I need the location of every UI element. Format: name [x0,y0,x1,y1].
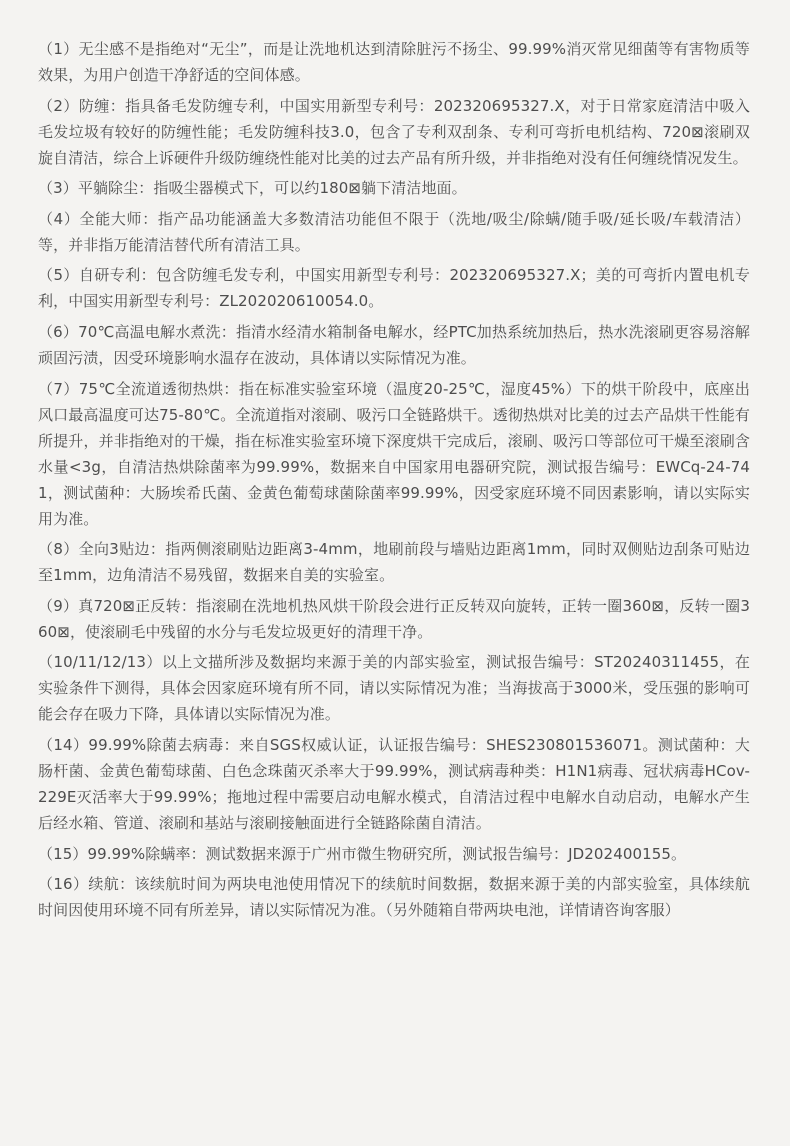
note-4: （4）全能大师：指产品功能涵盖大多数清洁功能但不限于（洗地/吸尘/除螨/随手吸/延长吸/车载清洁）等，并非指万能清洁替代所有清洁工具。 [38,209,750,254]
note-7: （7）75℃全流道透彻热烘：指在标准实验室环境（温度20-25℃，湿度45%）下的烘干阶段中，底座出风口最高温度可达75-80℃。全流道指对滚刷、吸污口全链路烘干。透彻热烘对比美的过去产品烘干性能有所提升，并非指绝对的干燥，指在标准实验室环境下深度烘干完成后，滚刷、吸污口等部位可干燥至滚刷含水量<3g，自清洁热烘除菌率为99.99%，数据来自中国家用电器研究院，测试报告编号：EWCq-24-741，测试菌种：大肠埃希氏菌、金黄色葡萄球菌除菌率99.99%，因受家庭环境不同因素影响，请以实际实用为准。 [38,379,750,528]
disclaimer-notes [38,36,750,923]
note-16: （16）续航：该续航时间为两块电池使用情况下的续航时间数据，数据来源于美的内部实验室，具体续航时间因使用环境不同有所差异，请以实际情况为准。（另外随箱自带两块电池，详情请咨询客服） [38,875,750,920]
note-15: （15）99.99%除螨率：测试数据来源于广州市微生物研究所，测试报告编号：JD202400155。 [38,844,687,863]
note-6: （6）70℃高温电解水煮洗：指清水经清水箱制备电解水，经PTC加热系统加热后，热水洗滚刷更容易溶解顽固污渍，因受环境影响水温存在波动，具体请以实际情况为准。 [38,322,750,367]
note-8: （8）全向3贴边：指两侧滚刷贴边距离3-4mm，地刷前段与墙贴边距离1mm，同时双侧贴边刮条可贴边至1mm，边角清洁不易残留，数据来自美的实验室。 [38,540,750,585]
note-3: （3）平躺除尘：指吸尘器模式下，可以约180⊠躺下清洁地面。 [38,179,467,198]
note-2: （2）防缠：指具备毛发防缠专利，中国实用新型专利号：202320695327.X，对于日常家庭清洁中吸入毛发垃圾有较好的防缠性能；毛发防缠科技3.0，包含了专利双刮条、专利可弯折电机结构、720⊠滚刷双旋自清洁，综合上诉硬件升级防缠绕性能对比美的过去产品有所升级，并非指绝对没有任何缠绕情况发生。 [38,96,750,167]
note-14: （14）99.99%除菌去病毒：来自SGS权威认证，认证报告编号：SHES230801536071。测试菌种：大肠杆菌、金黄色葡萄球菌、白色念珠菌灭杀率大于99.99%，测试病毒种类：H1N1病毒、冠状病毒HCov-229E灭活率大于99.99%；拖地过程中需要启动电解水模式，自清洁过程中电解水自动启动，电解水产生后经水箱、管道、滚刷和基站与滚刷接触面进行全链路除菌自清洁。 [38,735,750,832]
note-10-13: （10/11/12/13）以上文描所涉及数据均来源于美的内部实验室，测试报告编号：ST20240311455，在实验条件下测得，具体会因家庭环境有所不同，请以实际情况为准；当海拔高于3000米，受压强的影响可能会存在吸力下降，具体请以实际情况为准。 [38,653,750,724]
note-9: （9）真720⊠正反转：指滚刷在洗地机热风烘干阶段会进行正反转双向旋转，正转一圈360⊠，反转一圈360⊠，使滚刷毛中残留的水分与毛发垃圾更好的清理干净。 [38,596,750,641]
note-5: （5）自研专利：包含防缠毛发专利，中国实用新型专利号：202320695327.X；美的可弯折内置电机专利，中国实用新型专利号：ZL202020610054.0。 [38,266,750,311]
note-1: （1）无尘感不是指绝对“无尘”，而是让洗地机达到清除脏污不扬尘、99.99%消灭常见细菌等有害物质等效果，为用户创造干净舒适的空间体感。 [38,40,750,84]
